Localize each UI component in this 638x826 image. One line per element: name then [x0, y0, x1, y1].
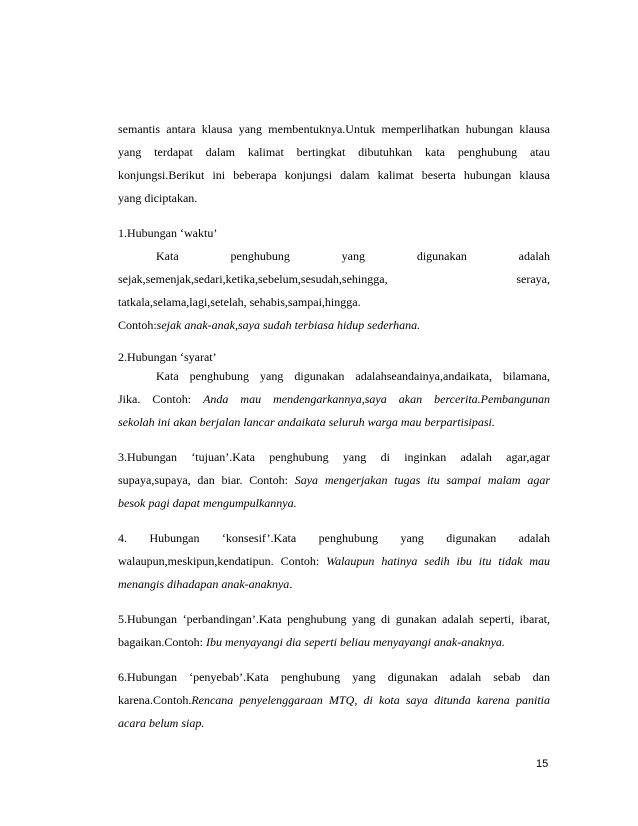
intro-paragraph: [118, 118, 550, 210]
example-label: walaupun,meskipun,kendatipun. Contoh:: [118, 554, 320, 568]
text-line: 5.Hubungan ‘perbandingan’.Kata penghubung yang di gunakan adalah seperti, ibarat,: [118, 612, 550, 626]
example-text: Rencana penyelenggaraan MTQ, di kota saya ditunda karena panitia: [191, 693, 550, 707]
example-label: karena.Contoh.: [118, 693, 192, 707]
text-line: yang terdapat dalam kalimat bertingkat dibutuhkan kata penghubung atau: [118, 145, 550, 159]
example-label: Contoh:: [118, 318, 157, 332]
text-line: yang diciptakan.: [118, 191, 198, 205]
text-line: [118, 469, 550, 492]
example-label: supaya,supaya, dan biar. Contoh:: [118, 473, 288, 487]
text-line: konjungsi.Berikut ini beberapa konjungsi dalam kalimat beserta hubungan klausa: [118, 168, 550, 182]
example-text: menangis dihadapan anak-anaknya: [118, 577, 290, 591]
text-line: [118, 388, 550, 411]
section-waktu: [118, 222, 550, 337]
text-line: 3.Hubungan ‘tujuan’.Kata penghubung yang di inginkan adalah agar,agar: [118, 450, 550, 464]
text-line: Kata penghubung yang digunakan adalah: [156, 249, 550, 263]
example-text: besok pagi dapat mengumpulkannya.: [118, 496, 297, 510]
example-text: Walaupun hatinya sedih ibu itu tidak mau: [326, 554, 551, 568]
section-penyebab: [118, 666, 550, 735]
text-line: 6.Hubungan ‘penyebab’.Kata penghubung yang digunakan adalah sebab dan: [118, 670, 550, 684]
example-line: [118, 314, 550, 337]
example-label: bagaikan.Contoh:: [118, 635, 203, 649]
section-perbandingan: [118, 608, 550, 654]
section-konsesif: [118, 527, 550, 596]
page-number: 15: [536, 758, 549, 770]
section-heading: 2.Hubungan ‘syarat’: [118, 350, 217, 364]
text-line: Kata penghubung yang digunakan adalahseandainya,andaikata, bilamana,: [156, 369, 550, 383]
text-line: [118, 492, 550, 515]
text-line: sejak,semenjak,sedari,ketika,sebelum,sesudah,sehingga, seraya,: [118, 272, 550, 286]
section-tujuan: [118, 446, 550, 515]
example-label: Jika. Contoh:: [118, 392, 192, 406]
example-text: sejak anak-anak,saya sudah terbiasa hidup sederhana.: [156, 318, 421, 332]
example-text: Saya mengerjakan tugas itu sampai malam agar: [294, 473, 551, 487]
text-line: [118, 712, 550, 735]
example-text: acara belum siap.: [118, 716, 205, 730]
example-text: Ibu menyayangi dia seperti beliau menyayangi anak-anaknya.: [205, 635, 505, 649]
text-line: 4. Hubungan ‘konsesif’.Kata penghubung yang digunakan adalah: [118, 531, 550, 545]
period: .: [289, 577, 293, 591]
example-text: sekolah ini akan berjalan lancar andaikata seluruh warga mau berpartisipasi.: [118, 415, 495, 429]
text-line: tatkala,selama,lagi,setelah, sehabis,sampai,hingga.: [118, 295, 361, 309]
example-text: Anda mau mendengarkannya,saya akan bercerita.Pembangunan: [203, 392, 550, 406]
section-syarat: [118, 349, 550, 434]
text-line: [118, 550, 550, 573]
text-line: [118, 689, 550, 712]
text-line: [118, 573, 550, 596]
document-body: [118, 118, 550, 735]
text-line: [118, 631, 550, 654]
text-line: [118, 411, 550, 434]
section-heading: 1.Hubungan ‘waktu’: [118, 226, 218, 240]
text-line: semantis antara klausa yang membentuknya.Untuk memperlihatkan hubungan klausa: [118, 122, 550, 136]
